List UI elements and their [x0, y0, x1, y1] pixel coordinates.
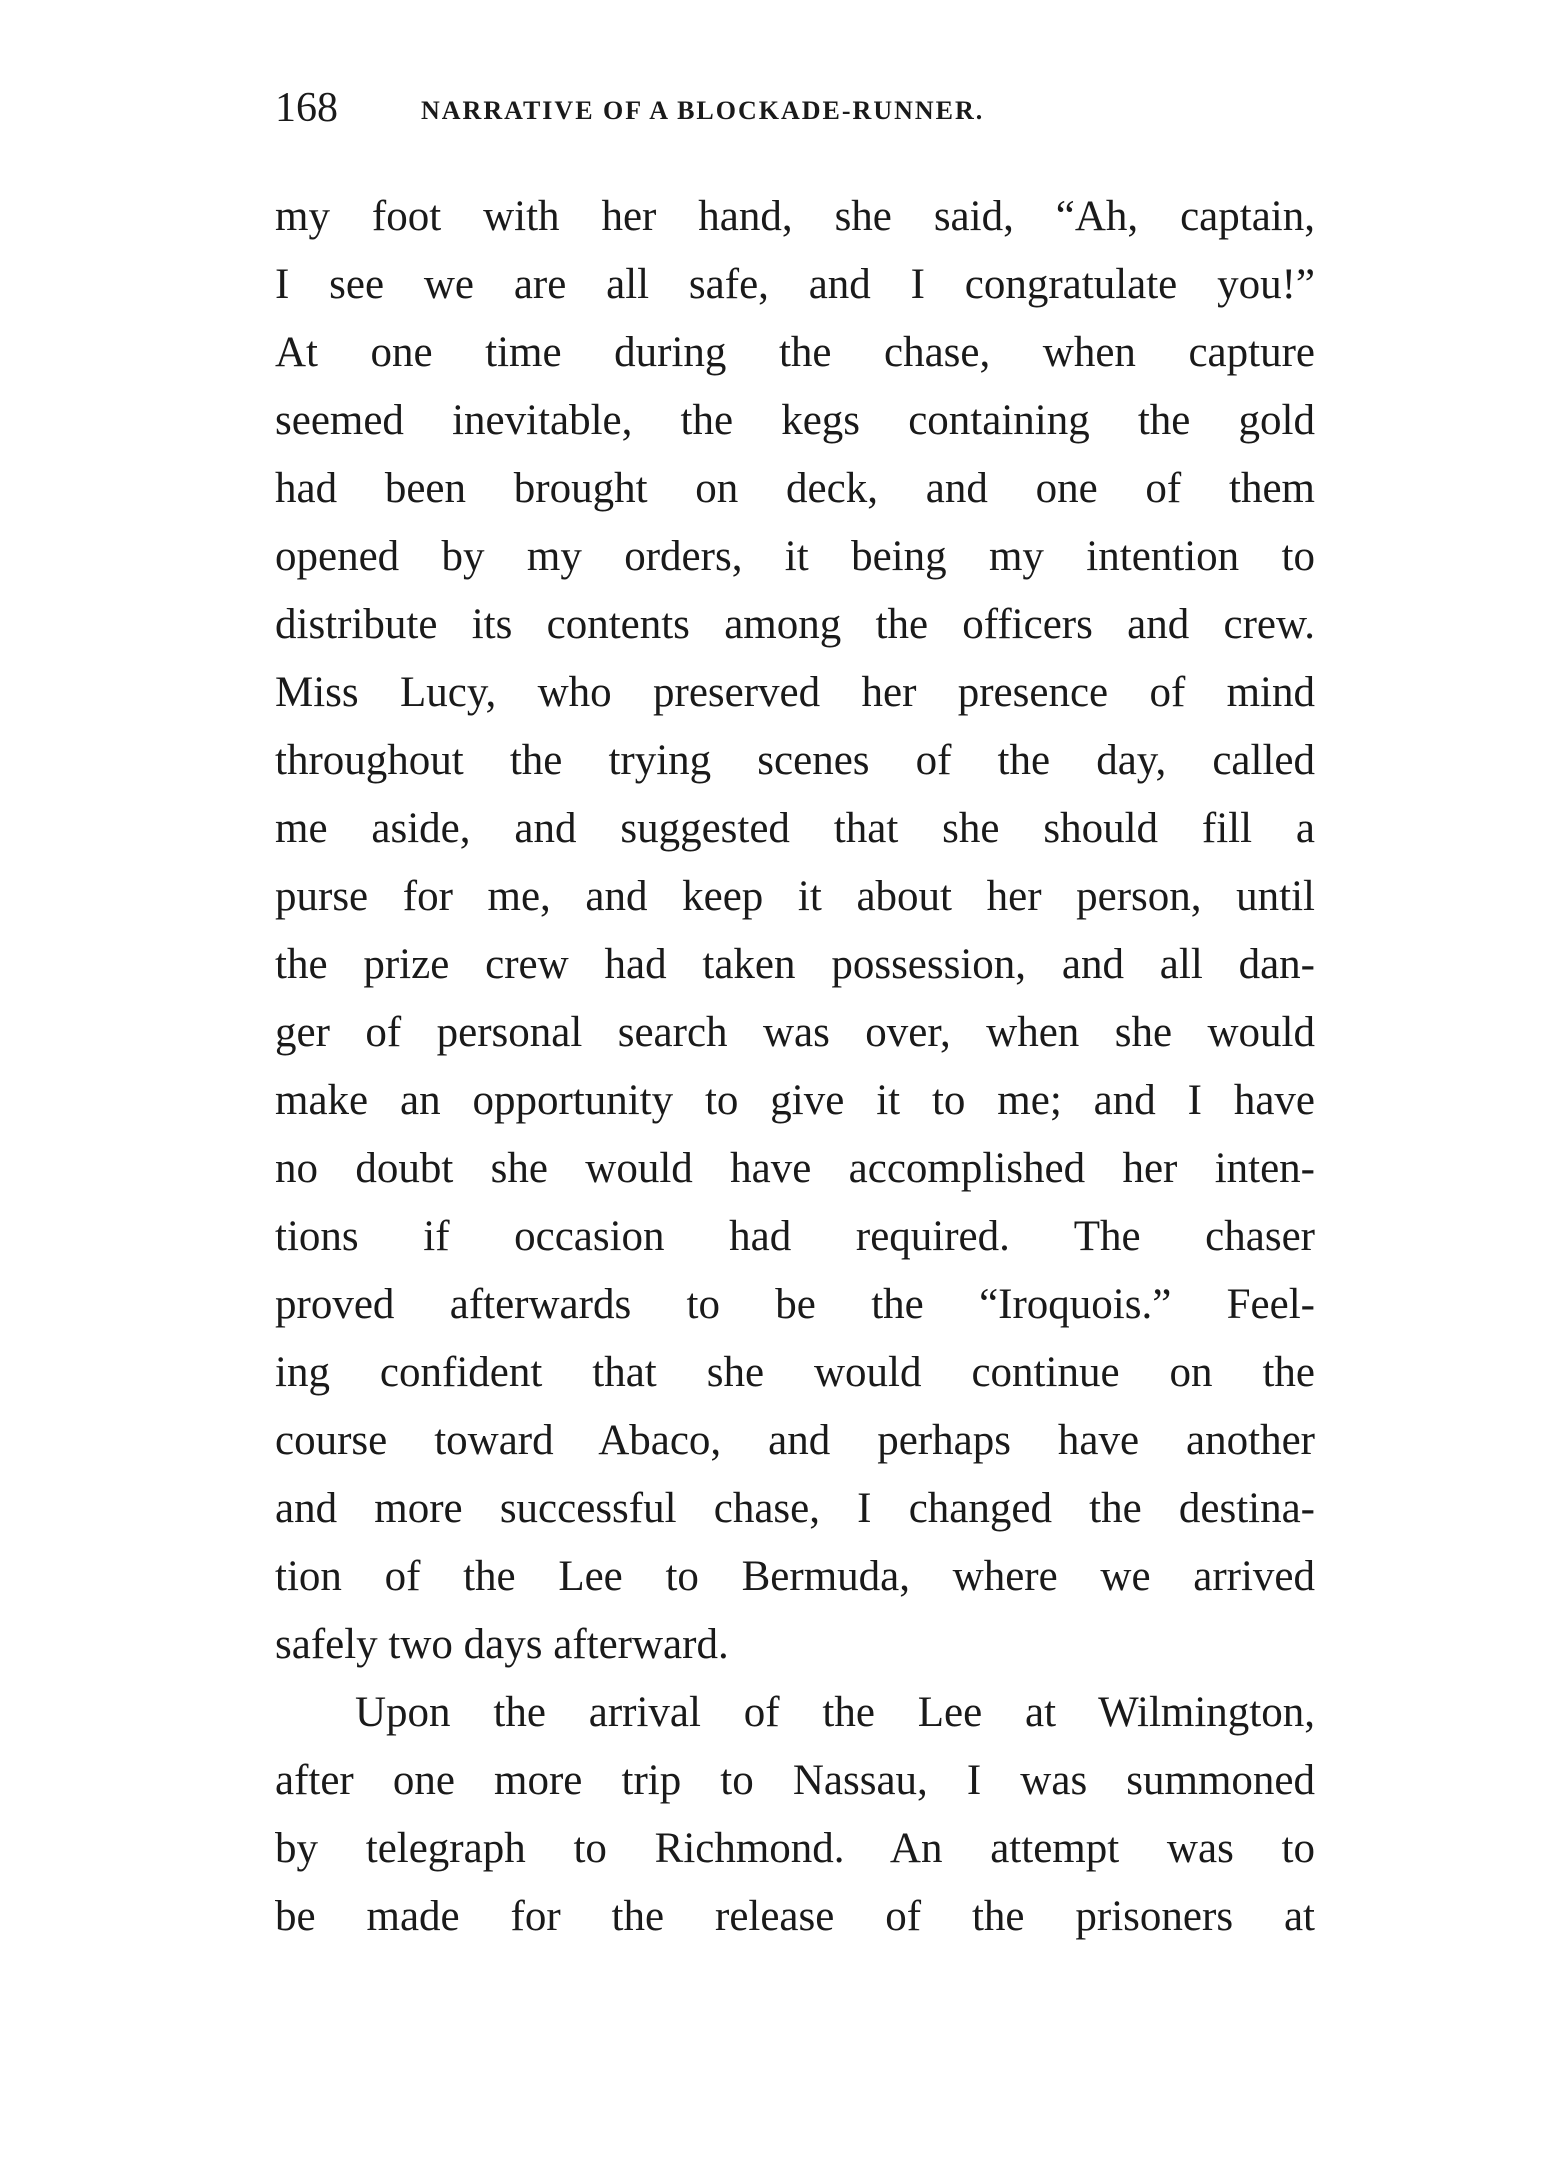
text-line: safely two days afterward.: [275, 1621, 729, 1668]
text-line: opened by my orders, it being my intention to: [275, 533, 1315, 580]
text-line: course toward Abaco, and perhaps have another: [275, 1417, 1315, 1464]
text-line: be made for the release of the prisoners at: [275, 1893, 1315, 1940]
text-line: me aside, and suggested that she should fill a: [275, 805, 1315, 852]
text-line: and more successful chase, I changed the destina-: [275, 1485, 1315, 1532]
text-line: proved afterwards to be the “Iroquois.” Feel-: [275, 1281, 1315, 1328]
paragraph: [275, 183, 1315, 1679]
text-line: ger of personal search was over, when she would: [275, 1009, 1315, 1056]
body-text: [275, 183, 1315, 1951]
text-line: I see we are all safe, and I congratulate you!”: [275, 261, 1315, 308]
text-line: distribute its contents among the officers and crew.: [275, 601, 1315, 648]
text-line: Upon the arrival of the Lee at Wilmington,: [355, 1689, 1315, 1736]
text-line: Miss Lucy, who preserved her presence of mind: [275, 669, 1315, 716]
text-line: tions if occasion had required. The chaser: [275, 1213, 1315, 1260]
text-line: make an opportunity to give it to me; and I have: [275, 1077, 1315, 1124]
paragraph: [275, 1679, 1315, 1951]
text-line: the prize crew had taken possession, and all dan-: [275, 941, 1315, 988]
text-line: ing confident that she would continue on the: [275, 1349, 1315, 1396]
text-line: purse for me, and keep it about her person, until: [275, 873, 1315, 920]
running-title: NARRATIVE OF A BLOCKADE-RUNNER.: [421, 96, 985, 125]
text-line: by telegraph to Richmond. An attempt was to: [275, 1825, 1315, 1872]
text-line: seemed inevitable, the kegs containing the gold: [275, 397, 1315, 444]
text-line: no doubt she would have accomplished her inten-: [275, 1145, 1315, 1192]
page-number: 168: [275, 85, 338, 131]
text-line: tion of the Lee to Bermuda, where we arrived: [275, 1553, 1315, 1600]
text-line: my foot with her hand, she said, “Ah, captain,: [275, 193, 1315, 240]
text-line: throughout the trying scenes of the day, called: [275, 737, 1315, 784]
text-line: had been brought on deck, and one of them: [275, 465, 1315, 512]
text-line: At one time during the chase, when capture: [275, 329, 1315, 376]
text-line: after one more trip to Nassau, I was summoned: [275, 1757, 1315, 1804]
running-head: [275, 78, 1295, 138]
